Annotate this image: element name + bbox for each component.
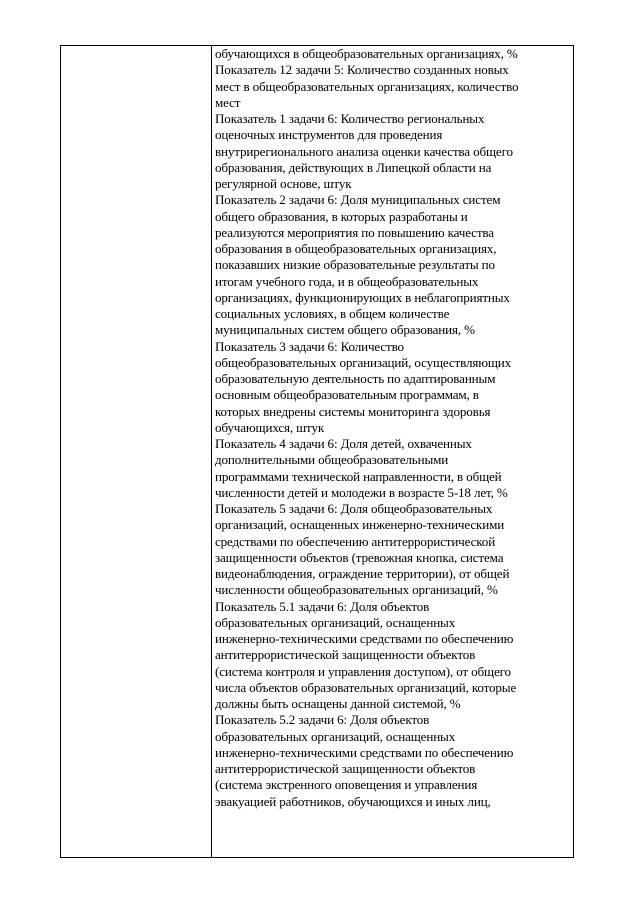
- text-line: образовательных организаций, оснащенных: [215, 614, 456, 630]
- table-right-cell: [212, 46, 573, 857]
- text-line: основным общеобразовательным программам, в: [215, 387, 479, 403]
- text-line: общего образования, в которых разработаны и: [215, 208, 468, 224]
- text-line: Показатель 2 задачи 6: Доля муниципальных систем: [215, 192, 501, 208]
- text-line: Показатель 5 задачи 6: Доля общеобразовательных: [215, 501, 493, 516]
- text-line: эвакуацией работников, обучающихся и иных лиц,: [215, 793, 491, 809]
- text-line: инженерно-техническими средствами по обеспечению: [215, 631, 514, 646]
- text-line: оценочных инструментов для проведения: [215, 127, 443, 143]
- text-line: которых внедрены системы мониторинга здоровья: [215, 403, 491, 419]
- text-line: образовательную деятельность по адаптированным: [215, 371, 496, 386]
- text-line: Показатель 1 задачи 6: Количество региональных: [215, 111, 485, 126]
- text-line: показавших низкие образовательные результаты по: [215, 257, 495, 273]
- text-line: Показатель 5.2 задачи 6: Доля объектов: [215, 712, 430, 728]
- text-line: программами технической направленности, в общей: [215, 468, 502, 484]
- text-line: внутрирегионального анализа оценки качества общего: [215, 143, 513, 159]
- text-line: (система контроля и управления доступом), от общего: [215, 663, 511, 679]
- text-line: видеонаблюдения, ограждение территории), от общей: [215, 566, 510, 581]
- text-line: дополнительными общеобразовательными: [215, 452, 449, 468]
- text-line: защищенности объектов (тревожная кнопка, система: [215, 549, 504, 565]
- text-line: образовательных организаций, оснащенных: [215, 728, 456, 744]
- indicator-table: [60, 45, 574, 858]
- text-line: общеобразовательных организаций, осуществляющих: [215, 354, 512, 370]
- text-line: Показатель 3 задачи 6: Количество: [215, 338, 404, 354]
- text-line: организациях, функционирующих в неблагоприятных: [215, 289, 510, 305]
- text-line: мест в общеобразовательных организациях, количество: [215, 78, 519, 94]
- text-line: числа объектов образовательных организаций, которые: [215, 679, 517, 695]
- text-line: средствами по обеспечению антитеррористической: [215, 533, 496, 549]
- text-line: итогам учебного года, и в общеобразовательных: [215, 273, 479, 289]
- text-line: численности детей и молодежи в возрасте 5-18 лет, %: [215, 484, 508, 500]
- text-line: регулярной основе, штук: [215, 176, 352, 191]
- text-line: образования, действующих в Липецкой области на: [215, 159, 492, 175]
- text-line: образования в общеобразовательных организациях,: [215, 241, 497, 256]
- text-line: антитеррористической защищенности объектов: [215, 761, 476, 776]
- text-line: Показатель 5.1 задачи 6: Доля объектов: [215, 598, 430, 614]
- text-line: муниципальных систем общего образования, %: [215, 322, 475, 338]
- text-line: социальных условиях, в общем количестве: [215, 306, 450, 321]
- text-line: организаций, оснащенных инженерно-техническими: [215, 517, 505, 533]
- table-left-cell: [61, 46, 212, 857]
- text-line: Показатель 12 задачи 5: Количество созданных новых: [215, 62, 509, 78]
- text-line: численности общеобразовательных организаций, %: [215, 582, 498, 598]
- text-line: обучающихся в общеобразовательных организациях, %: [215, 46, 518, 61]
- text-line: должны быть оснащены данной системой, %: [215, 696, 461, 711]
- text-line: (система экстренного оповещения и управления: [215, 777, 478, 793]
- text-line: обучающихся, штук: [215, 419, 325, 435]
- text-line: Показатель 4 задачи 6: Доля детей, охваченных: [215, 436, 472, 451]
- text-line: реализуются мероприятия по повышению качества: [215, 224, 494, 240]
- text-line: антитеррористической защищенности объектов: [215, 647, 476, 663]
- text-line: мест: [215, 94, 241, 110]
- text-line: инженерно-техническими средствами по обеспечению: [215, 744, 514, 760]
